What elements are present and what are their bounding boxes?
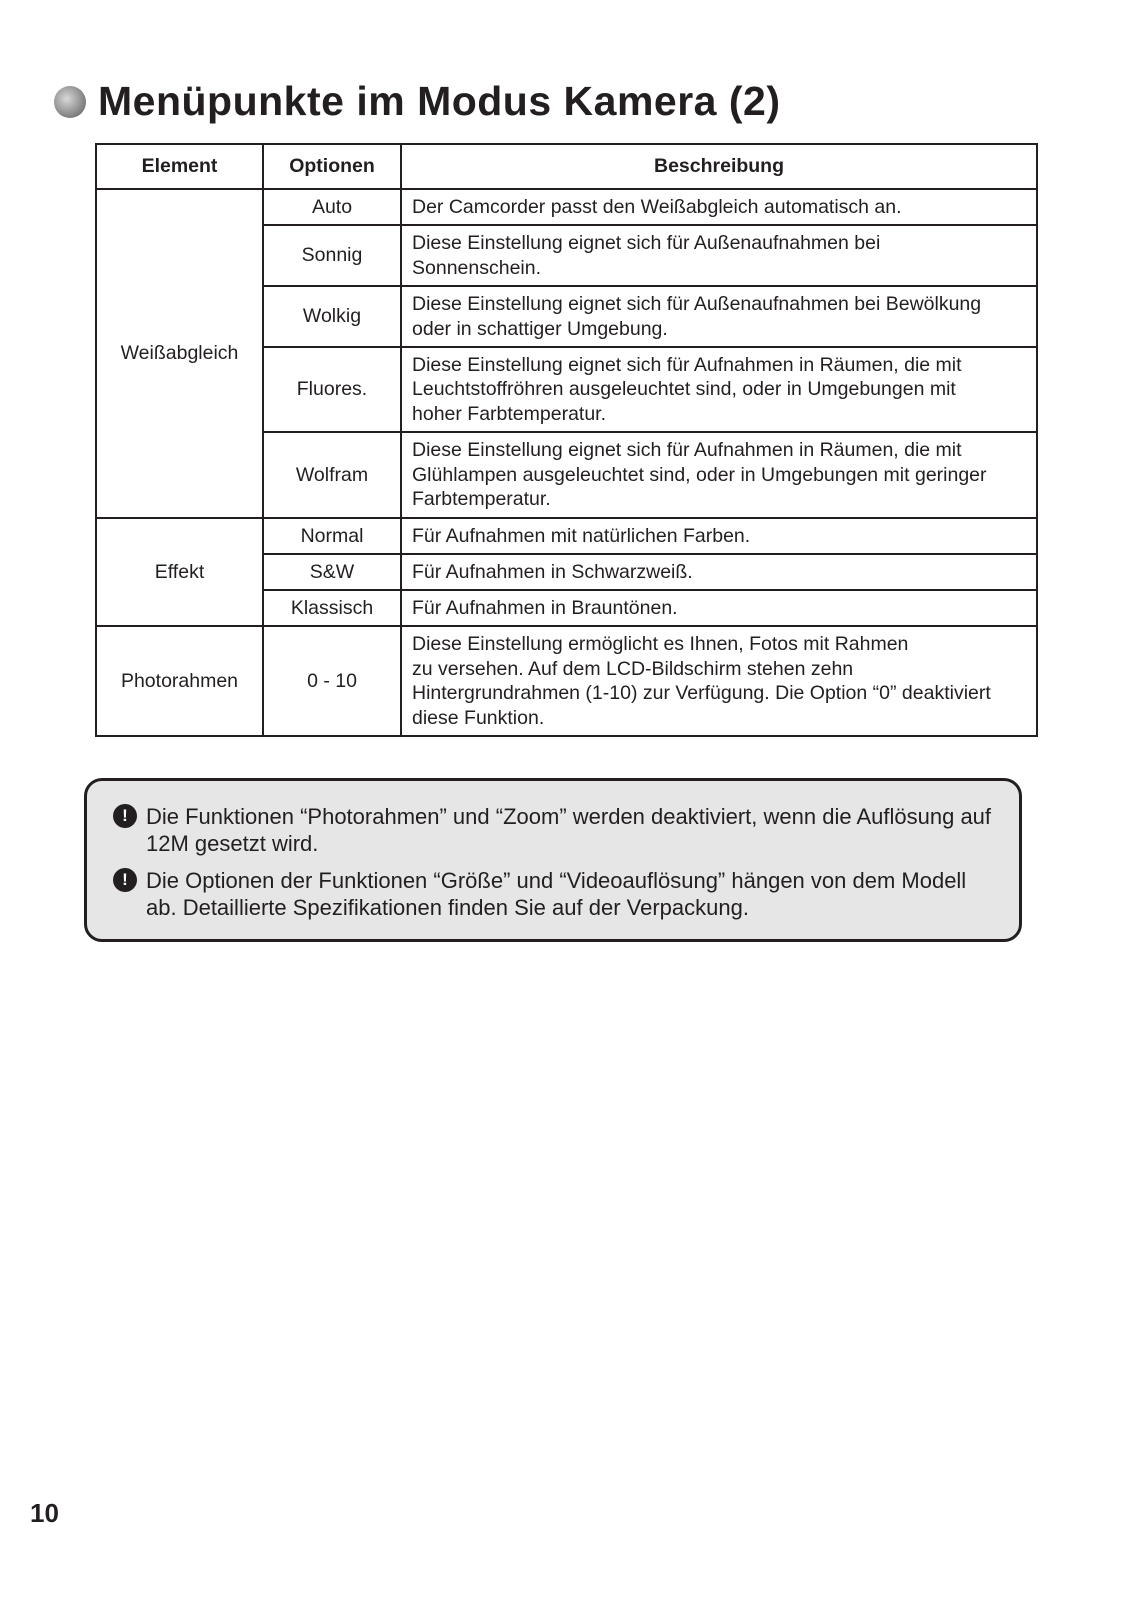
description-cell: Diese Einstellung eignet sich für Außenaufnahmen bei Bewölkung oder in schattiger Umgebung.: [401, 286, 1037, 347]
option-cell: Normal: [263, 518, 401, 554]
option-cell: Wolfram: [263, 432, 401, 518]
table-header-row: [96, 144, 1037, 189]
description-cell: Der Camcorder passt den Weißabgleich automatisch an.: [401, 189, 1037, 225]
warning-icon: !: [113, 804, 137, 828]
table-row: [96, 189, 1037, 225]
bullet-icon: [54, 86, 86, 118]
description-cell: Diese Einstellung eignet sich für Außenaufnahmen bei Sonnenschein.: [401, 225, 1037, 286]
element-cell: Weißabgleich: [96, 189, 263, 518]
table-row: [96, 518, 1037, 554]
option-cell: Auto: [263, 189, 401, 225]
header-description: Beschreibung: [401, 144, 1037, 189]
option-cell: Klassisch: [263, 590, 401, 626]
page-number: 10: [30, 1498, 59, 1528]
warning-icon: !: [113, 868, 137, 892]
note-text: Die Funktionen “Photorahmen” und “Zoom” werden deaktiviert, wenn die Auflösung auf 12M gesetzt wird.: [146, 804, 992, 856]
description-cell: Für Aufnahmen mit natürlichen Farben.: [401, 518, 1037, 554]
option-cell: 0 - 10: [263, 626, 401, 736]
description-cell: Für Aufnahmen in Schwarzweiß.: [401, 554, 1037, 590]
page-heading: [54, 78, 780, 125]
table-row: [96, 626, 1037, 736]
description-cell: Diese Einstellung eignet sich für Aufnahmen in Räumen, die mit Glühlampen ausgeleuchtet sind, oder in Umgebungen mit geringer Farbtemperatur.: [401, 432, 1037, 518]
note-box: [84, 778, 1022, 942]
element-cell: Photorahmen: [96, 626, 263, 736]
page-title: Menüpunkte im Modus Kamera (2): [98, 78, 781, 124]
option-cell: S&W: [263, 554, 401, 590]
description-cell: Diese Einstellung ermöglicht es Ihnen, Fotos mit Rahmen zu versehen. Auf dem LCD-Bildschirm stehen zehn Hintergrundrahmen (1-10) zur Verfügung. Die Option “0” deaktiviert diese Funktion.: [401, 626, 1037, 736]
header-element: Element: [96, 144, 263, 189]
description-cell: Diese Einstellung eignet sich für Aufnahmen in Räumen, die mit Leuchtstoffröhren ausgeleuchtet sind, oder in Umgebungen mit hoher Farbtemperatur.: [401, 347, 1037, 432]
note-text: Die Optionen der Funktionen “Größe” und “Videoauflösung” hängen von dem Modell ab. Detaillierte Spezifikationen finden Sie auf der Verpackung.: [146, 868, 967, 920]
element-cell: Effekt: [96, 518, 263, 626]
option-cell: Wolkig: [263, 286, 401, 347]
description-cell: Für Aufnahmen in Brauntönen.: [401, 590, 1037, 626]
header-options: Optionen: [263, 144, 401, 189]
note-item: [113, 803, 999, 857]
option-cell: Fluores.: [263, 347, 401, 432]
option-cell: Sonnig: [263, 225, 401, 286]
note-item: [113, 867, 999, 921]
menu-table: [95, 143, 1038, 737]
